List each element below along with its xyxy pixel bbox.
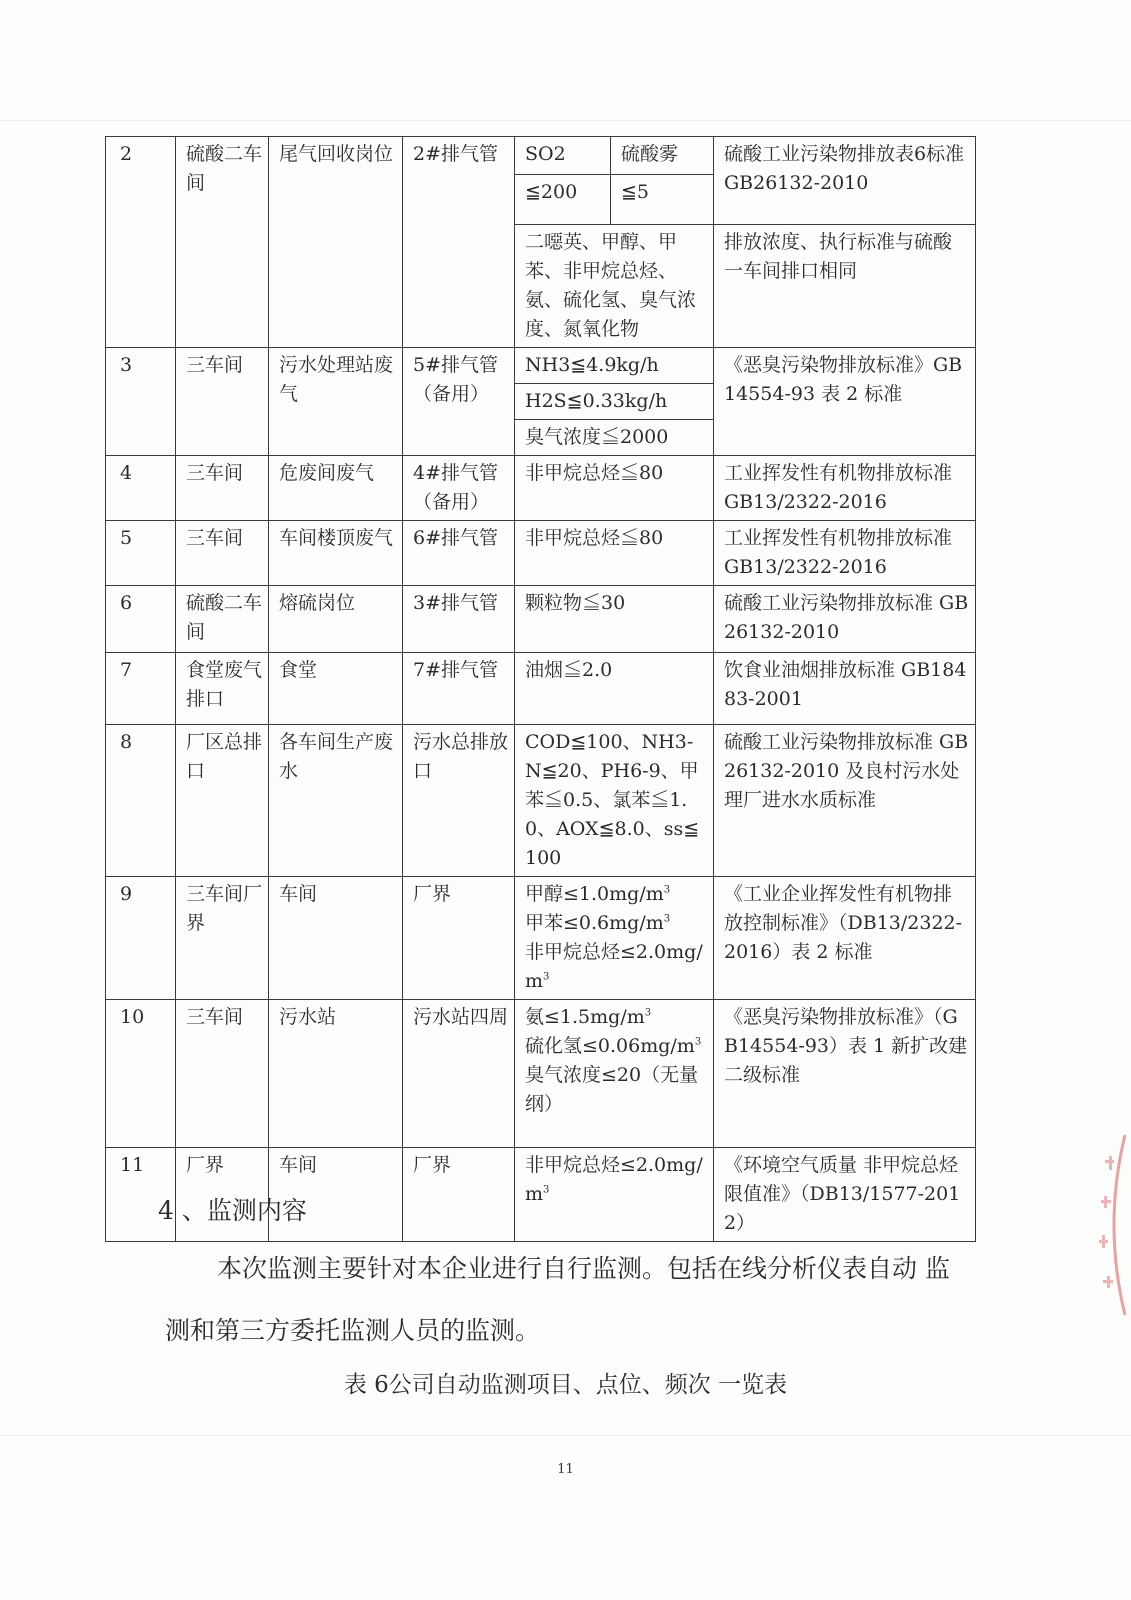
table-row (106, 725, 976, 877)
limit-cell: H2S≦0.33kg/h (515, 384, 714, 420)
standard-cell: 排放浓度、执行标准与硫酸一车间排口相同 (714, 225, 976, 348)
standard-cell: 工业挥发性有机物排放标准 GB13/2322-2016 (714, 521, 976, 586)
standard-cell: 硫酸工业污染物排放表6标准 GB26132-2010 (714, 137, 976, 225)
position-cell: 污水处理站废气 (269, 348, 403, 456)
workshop-cell: 三车间 (176, 521, 269, 586)
page-number: 11 (557, 1462, 574, 1477)
workshop-cell: 厂界 (176, 1148, 269, 1242)
limit-cell (515, 1000, 714, 1148)
row-number: 5 (106, 521, 176, 586)
workshop-cell: 三车间厂界 (176, 877, 269, 1000)
emission-standards-table (105, 136, 976, 1242)
unit-superscript: 3 (543, 971, 550, 983)
table-row (106, 137, 976, 175)
workshop-cell: 硫酸二车间 (176, 586, 269, 653)
table-row (106, 521, 976, 586)
position-cell: 危废间废气 (269, 456, 403, 521)
position-cell: 车间 (269, 1148, 403, 1242)
outlet-cell: 4#排气管（备用） (403, 456, 515, 521)
workshop-cell: 三车间 (176, 1000, 269, 1148)
position-cell: 污水站 (269, 1000, 403, 1148)
limit-value-acid-mist: ≦5 (611, 175, 714, 225)
unit-superscript: 3 (663, 884, 671, 896)
limit-header-acid-mist: 硫酸雾 (611, 137, 714, 175)
row-number: 11 (106, 1148, 176, 1242)
limit-line: 非甲烷总烃≤2.0mg/m (525, 1154, 703, 1205)
limit-cell: 颗粒物≦30 (515, 586, 714, 653)
table-row (106, 877, 976, 1000)
position-cell: 车间楼顶废气 (269, 521, 403, 586)
outlet-cell: 污水站四周 (403, 1000, 515, 1148)
outlet-cell: 5#排气管（备用） (403, 348, 515, 456)
table-row (106, 653, 976, 725)
position-cell: 车间 (269, 877, 403, 1000)
standard-cell: 《环境空气质量 非甲烷总烃限值准》（DB13/1577-2012） (714, 1148, 976, 1242)
table-row (106, 456, 976, 521)
limit-line: 甲苯≤0.6mg/m (525, 912, 664, 934)
row-number: 3 (106, 348, 176, 456)
limit-cell: 油烟≦2.0 (515, 653, 714, 725)
position-cell: 尾气回收岗位 (269, 137, 403, 348)
table-row (106, 586, 976, 653)
unit-superscript: 3 (663, 913, 671, 925)
table-row (106, 348, 976, 384)
limit-line: 硫化氢≤0.06mg/m (525, 1035, 695, 1057)
standard-cell: 《工业企业挥发性有机物排放控制标准》（DB13/2322-2016）表 2 标准 (714, 877, 976, 1000)
outlet-cell: 2#排气管 (403, 137, 515, 348)
standard-cell: 《恶臭污染物排放标准》GB14554-93 表 2 标准 (714, 348, 976, 456)
outlet-cell: 厂界 (403, 877, 515, 1000)
row-number: 8 (106, 725, 176, 877)
workshop-cell: 厂区总排口 (176, 725, 269, 877)
header-divider (0, 120, 1131, 121)
workshop-cell: 硫酸二车间 (176, 137, 269, 348)
limit-line: 臭气浓度≤20（无量纲） (525, 1064, 699, 1115)
row-number: 9 (106, 877, 176, 1000)
limit-cell (515, 877, 714, 1000)
limit-cell: 臭气浓度≦2000 (515, 420, 714, 456)
body-paragraph: 本次监测主要针对本企业进行自行监测。包括在线分析仪表自动 监测和第三方委托监测人员的监测。 (165, 1254, 950, 1345)
outlet-cell: 3#排气管 (403, 586, 515, 653)
row-number: 10 (106, 1000, 176, 1148)
position-cell: 食堂 (269, 653, 403, 725)
outlet-cell: 7#排气管 (403, 653, 515, 725)
workshop-cell: 三车间 (176, 348, 269, 456)
seal-stamp-fragment (1085, 1130, 1131, 1320)
workshop-cell: 食堂废气排口 (176, 653, 269, 725)
row-number: 6 (106, 586, 176, 653)
standard-cell: 工业挥发性有机物排放标准 GB13/2322-2016 (714, 456, 976, 521)
standard-cell: 硫酸工业污染物排放标准 GB26132-2010 (714, 586, 976, 653)
limit-line: 甲醇≤1.0mg/m (525, 883, 664, 905)
standard-cell: 硫酸工业污染物排放标准 GB26132-2010 及良村污水处理厂进水水质标准 (714, 725, 976, 877)
outlet-cell: 6#排气管 (403, 521, 515, 586)
footer-divider (0, 1435, 1131, 1436)
table-row (106, 1000, 976, 1148)
limit-cell: 非甲烷总烃≦80 (515, 456, 714, 521)
standard-cell: 《恶臭污染物排放标准》（GB14554-93）表 1 新扩改建二级标准 (714, 1000, 976, 1148)
unit-superscript: 3 (543, 1184, 550, 1196)
table-caption: 表 6公司自动监测项目、点位、频次 一览表 (343, 1372, 788, 1398)
limit-line: 非甲烷总烃≤2.0mg/m (525, 941, 703, 992)
standard-cell: 饮食业油烟排放标准 GB18483-2001 (714, 653, 976, 725)
limit-cell (515, 1148, 714, 1242)
limit-cell: COD≦100、NH3-N≦20、PH6-9、甲苯≦0.5、氯苯≦1.0、AOX≦8.0、ss≦100 (515, 725, 714, 877)
row-number: 2 (106, 137, 176, 348)
row-number: 4 (106, 456, 176, 521)
limit-cell: 非甲烷总烃≦80 (515, 521, 714, 586)
unit-superscript: 3 (644, 1007, 652, 1019)
limit-header-so2: SO2 (515, 137, 611, 175)
limit-line: 氨≤1.5mg/m (525, 1006, 645, 1028)
limit-cell: NH3≦4.9kg/h (515, 348, 714, 384)
unit-superscript: 3 (694, 1036, 702, 1048)
outlet-cell: 厂界 (403, 1148, 515, 1242)
limit-other-pollutants: 二噁英、甲醇、甲苯、非甲烷总烃、氨、硫化氢、臭气浓度、氮氧化物 (515, 225, 714, 348)
section-heading: 4 、监测内容 (158, 1196, 307, 1225)
position-cell: 各车间生产废水 (269, 725, 403, 877)
row-number: 7 (106, 653, 176, 725)
position-cell: 熔硫岗位 (269, 586, 403, 653)
limit-value-so2: ≦200 (515, 175, 611, 225)
workshop-cell: 三车间 (176, 456, 269, 521)
outlet-cell: 污水总排放口 (403, 725, 515, 877)
